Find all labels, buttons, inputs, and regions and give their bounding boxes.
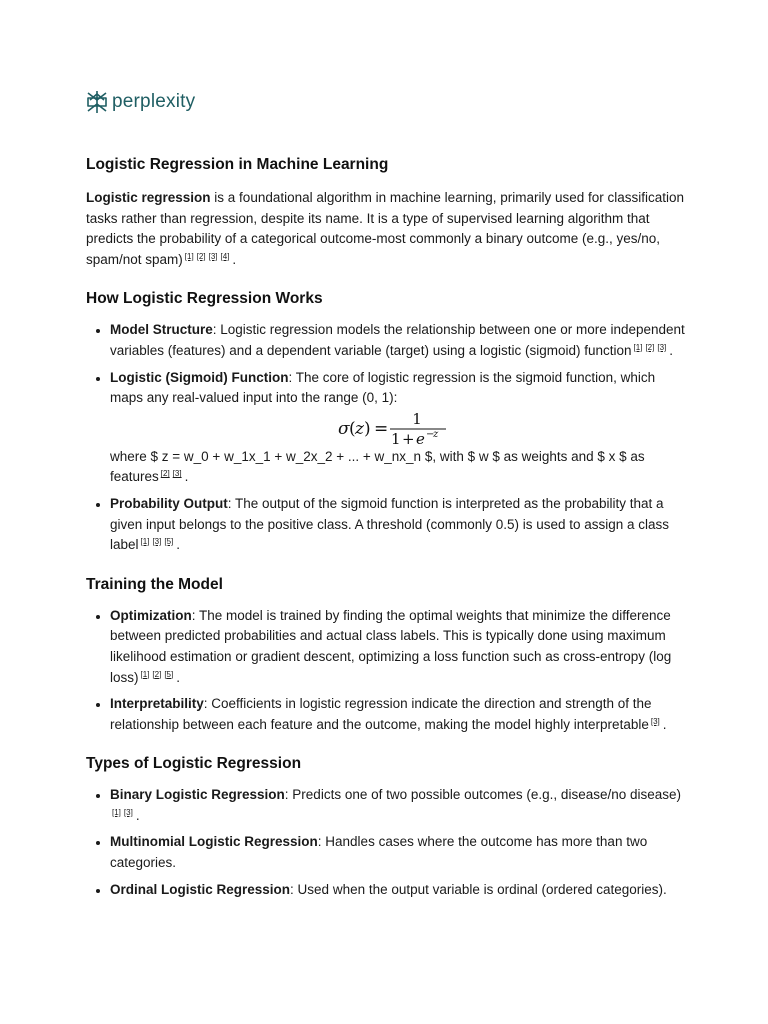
brand-logo[interactable] xyxy=(86,88,686,116)
list-item xyxy=(110,606,686,688)
list-item xyxy=(110,368,686,488)
citation-link[interactable]: [3] xyxy=(152,537,162,547)
perplexity-logo-icon xyxy=(86,90,108,114)
sentence-end: . xyxy=(176,669,180,685)
citation-link[interactable]: [3] xyxy=(172,469,182,479)
citation-link[interactable]: [4] xyxy=(220,251,230,261)
citation-link[interactable]: [1] xyxy=(184,251,194,261)
item-text: : Predicts one of two possible outcomes (e.g., disease/no disease) xyxy=(284,787,682,803)
list-item xyxy=(110,494,686,556)
svg-text:(: ( xyxy=(349,418,356,439)
section-heading: Training the Model xyxy=(86,575,223,593)
citation-link[interactable]: [2] xyxy=(160,469,170,479)
item-text: : The output of the sigmoid function is interpreted as the probability that a given input belongs to the positive class. A threshold (commonly 0.5) is used to assign a class label xyxy=(110,495,670,553)
intro-text: is a foundational algorithm in machine learning, primarily used for classification tasks rather than regression, despite its name. It is a type of supervised learning algorithm that predicts the probability of a categorical outcome-most commonly a binary outcome (e.g., yes/no, spam/not spam) xyxy=(86,190,685,267)
sentence-end: . xyxy=(669,342,674,358)
citation-link[interactable]: [2] xyxy=(645,342,655,352)
citation-group xyxy=(651,717,663,726)
item-text: : Coefficients in logistic regression indicate the direction and strength of the relationship between each feature and the outcome, making the model highly interpretable xyxy=(110,696,652,732)
citation-group xyxy=(634,343,670,352)
svg-text:−: − xyxy=(426,428,435,440)
svg-text:=: = xyxy=(374,418,389,439)
brand-name: perplexity xyxy=(112,91,196,112)
citation-group xyxy=(185,252,233,261)
item-term: Interpretability xyxy=(110,696,204,712)
sentence-end: . xyxy=(135,807,140,823)
sigmoid-formula xyxy=(110,411,686,447)
citation-link[interactable]: [5] xyxy=(164,537,174,547)
list-item xyxy=(110,785,686,826)
item-text: : The core of logistic regression is the sigmoid function, which maps any real-valued input into the range (0, 1): xyxy=(110,369,656,406)
citation-link[interactable]: [2] xyxy=(196,251,206,261)
item-term: Multinomial Logistic Regression xyxy=(110,834,318,850)
bullet-list xyxy=(86,785,686,900)
sentence-end: . xyxy=(176,537,181,553)
item-text: : The model is trained by finding the optimal weights that minimize the difference between predicted probabilities and actual class labels. This is typically done using maximum likelihood estimation or gradient descent, optimizing a loss function such as cross-entropy (log loss) xyxy=(110,607,672,685)
citation-link[interactable]: [1] xyxy=(140,537,150,547)
citation-link[interactable]: [3] xyxy=(208,251,218,261)
item-term: Model Structure xyxy=(110,322,213,338)
citation-link[interactable]: [5] xyxy=(164,669,174,679)
citation-group xyxy=(141,670,177,679)
item-text: : Logistic regression models the relationship between one or more independent variables (features) and a dependent variable (target) using a logistic (sigmoid) function xyxy=(110,322,685,358)
list-item xyxy=(110,694,686,735)
svg-text:): ) xyxy=(364,418,371,439)
svg-text:1: 1 xyxy=(391,429,401,447)
document-page xyxy=(86,88,686,906)
item-term: Optimization xyxy=(110,607,192,623)
item-text: : Handles cases where the outcome has more than two categories. xyxy=(110,834,648,871)
citation-link[interactable]: [3] xyxy=(650,716,660,726)
list-item xyxy=(110,832,686,873)
citation-link[interactable]: [2] xyxy=(152,669,162,679)
citation-link[interactable]: [1] xyxy=(112,807,121,817)
sentence-end: . xyxy=(232,251,237,267)
svg-text:1: 1 xyxy=(412,410,422,428)
citation-group xyxy=(141,537,177,546)
item-text: : Used when the output variable is ordinal (ordered categories). xyxy=(290,881,667,897)
document-title: Logistic Regression in Machine Learning xyxy=(86,156,389,173)
sentence-end: . xyxy=(662,716,667,732)
item-term: Logistic (Sigmoid) Function xyxy=(110,369,289,385)
list-item xyxy=(110,880,686,901)
svg-text:σ: σ xyxy=(338,418,350,439)
item-term: Binary Logistic Regression xyxy=(110,787,285,803)
bullet-list xyxy=(86,320,686,555)
item-term: Probability Output xyxy=(110,495,228,511)
svg-text:+: + xyxy=(402,429,415,447)
item-term: Ordinal Logistic Regression xyxy=(110,881,291,897)
intro-bold-term: Logistic regression xyxy=(86,190,211,205)
formula-explanation: where $ z = w_0 + w_1x_1 + w_2x_2 + ... + w_nx_n $, with $ w $ as weights and $ x $ as features xyxy=(110,448,645,485)
svg-text:z: z xyxy=(433,428,439,440)
citation-group xyxy=(161,469,185,478)
citation-link[interactable]: [3] xyxy=(657,342,667,352)
section-heading: Types of Logistic Regression xyxy=(86,755,302,773)
citation-link[interactable]: [1] xyxy=(140,669,150,679)
intro-paragraph xyxy=(86,188,686,270)
bullet-list xyxy=(86,606,686,736)
list-item xyxy=(110,320,686,361)
citation-link[interactable]: [1] xyxy=(633,342,643,352)
sentence-end: . xyxy=(184,469,189,485)
svg-text:z: z xyxy=(355,418,364,439)
citation-group xyxy=(112,808,136,817)
svg-text:e: e xyxy=(416,429,425,447)
section-heading: How Logistic Regression Works xyxy=(86,290,323,308)
citation-link[interactable]: [3] xyxy=(123,807,133,817)
